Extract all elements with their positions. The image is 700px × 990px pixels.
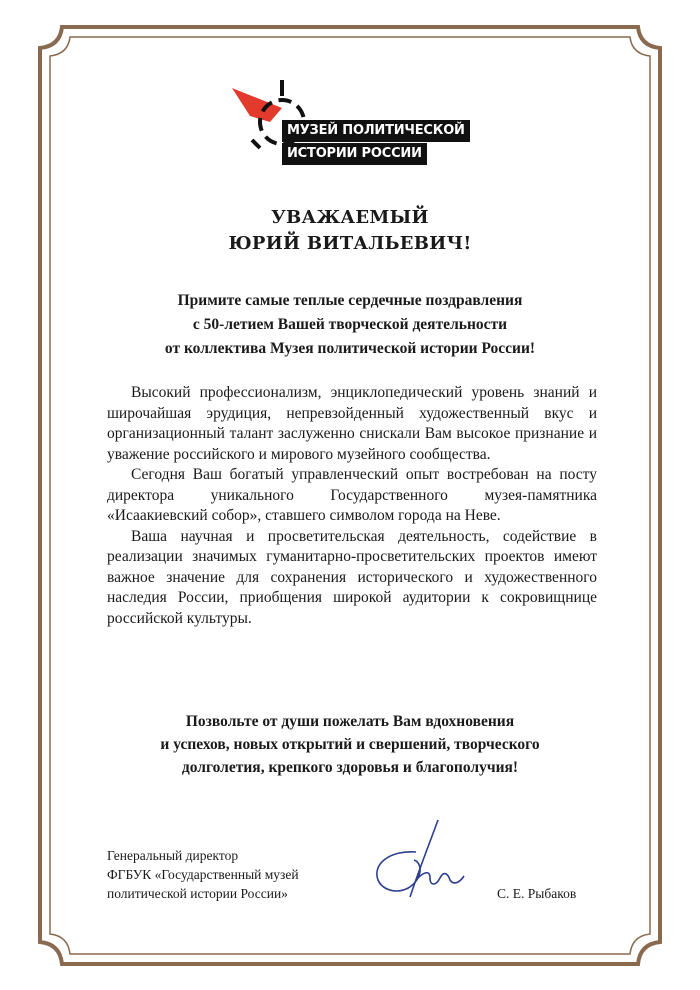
- museum-logo: [230, 78, 480, 168]
- body-paragraph: Высокий профессионализм, энциклопедический уровень знаний и широчайшая эрудиция, непревзойденный художественный вкус и организационный талант заслуженно снискали Вам высокое признание и уважение российского и мирового музейного сообщества.: [107, 384, 597, 463]
- signatory-name: С. Е. Рыбаков: [497, 886, 577, 901]
- wish-line: долголетия, крепкого здоровья и благополучия!: [181, 759, 519, 776]
- handwritten-signature: [360, 812, 470, 902]
- greeting-name: ЮРИЙ ВИТАЛЬЕВИЧ!: [228, 233, 472, 254]
- position-line: политической истории России»: [107, 886, 288, 901]
- logo-title-line-2: ИСТОРИИ РОССИИ: [282, 143, 427, 165]
- logo-title-line-1: МУЗЕЙ ПОЛИТИЧЕСКОЙ: [282, 120, 470, 142]
- closing-wish: [0, 710, 700, 779]
- greeting-line: УВАЖАЕМЫЙ: [271, 207, 429, 228]
- greeting-heading: [0, 205, 700, 257]
- position-line: Генеральный директор: [107, 848, 239, 863]
- signatory-position: [107, 846, 299, 903]
- intro-line: от коллектива Музея политической истории России!: [164, 340, 536, 357]
- congratulation-intro: [0, 289, 700, 361]
- intro-line: с 50-летием Вашей творческой деятельности: [192, 316, 508, 333]
- body-paragraph: Ваша научная и просветительская деятельность, содействие в реализации значимых гуманитарно-просветительских проектов имеют важное значение для сохранения исторического и художественного наследия России, приобщения широкой аудитории к сокровищнице российской культуры.: [107, 527, 597, 627]
- position-line: ФГБУК «Государственный музей: [107, 867, 299, 882]
- wish-line: и успехов, новых открытий и свершений, творческого: [160, 736, 540, 753]
- wish-line: Позвольте от души пожелать Вам вдохновения: [185, 713, 515, 730]
- letter-body: [107, 383, 597, 629]
- body-paragraph: Сегодня Ваш богатый управленческий опыт востребован на посту директора уникального Государственного музея-памятника «Исаакиевский собор», ставшего символом города на Неве.: [107, 466, 597, 524]
- intro-line: Примите самые теплые сердечные поздравления: [177, 292, 523, 309]
